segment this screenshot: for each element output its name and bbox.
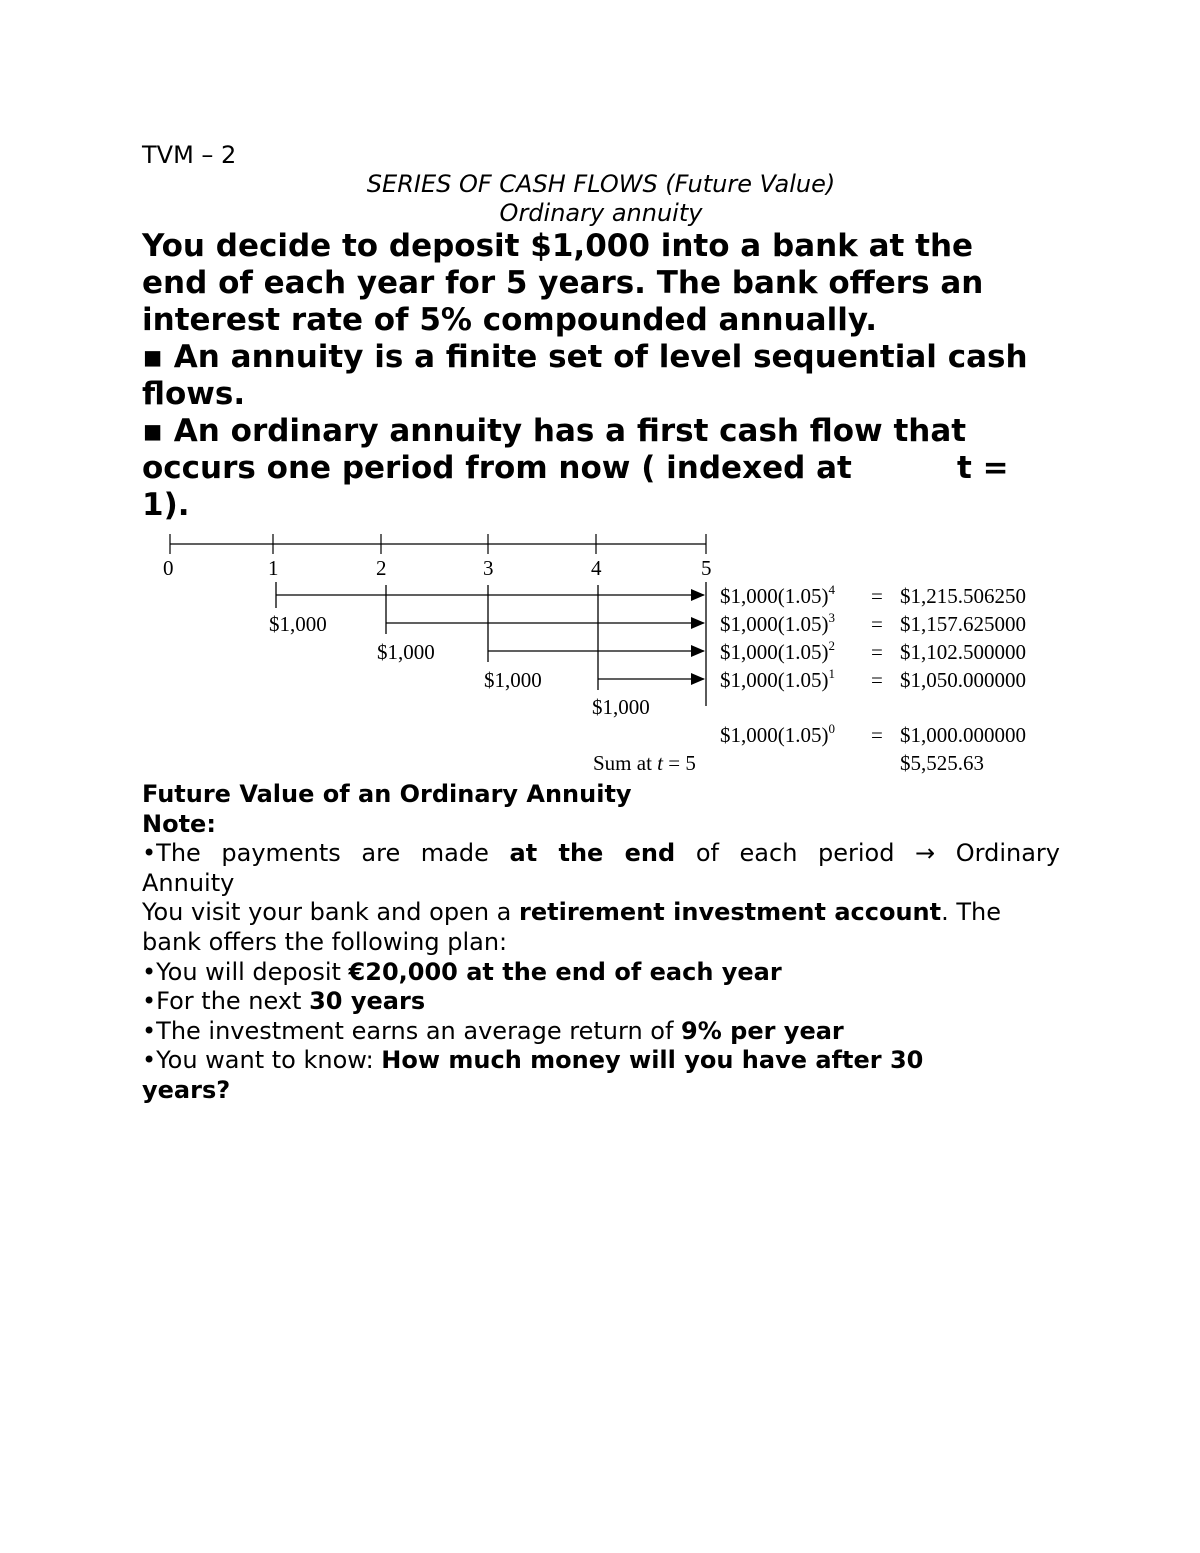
fv-row-5-value: $1,000.000000 <box>900 723 1026 747</box>
page-subtitle: Ordinary annuity <box>499 199 703 227</box>
years-bullet <box>142 987 1060 1017</box>
page-title: SERIES OF CASH FLOWS (Future Value) <box>366 170 836 198</box>
page-header: TVM – 2 <box>142 141 237 169</box>
tick-label-2: 2 <box>376 556 387 580</box>
lower-section <box>142 780 1060 1106</box>
fv-row-1-eq: = <box>871 584 883 608</box>
deposit-label-2: $1,000 <box>377 640 435 664</box>
fv-row-3-value: $1,102.500000 <box>900 640 1026 664</box>
visit-text-pre: You visit your bank and open a <box>142 898 519 927</box>
fv-row-4-eq: = <box>871 668 883 692</box>
sum-label: Sum at t = 5 <box>593 751 696 775</box>
deposit-label-3: $1,000 <box>484 668 542 692</box>
tick-label-0: 0 <box>163 556 174 580</box>
payments-text-pre: •The payments are made <box>142 839 489 868</box>
bullet-ordinary-line-3: 1). <box>142 487 190 523</box>
years-text-pre: •For the next <box>142 987 310 1016</box>
tick-label-1: 1 <box>268 556 279 580</box>
visit-line-2: bank offers the following plan: <box>142 927 508 956</box>
return-text-bold: 9% per year <box>681 1016 844 1045</box>
fv-row-2-value: $1,157.625000 <box>900 612 1026 636</box>
fv-row-1-expr: $\$1,000(1.05)^4$ <box>720 582 835 608</box>
tick-label-3: 3 <box>483 556 494 580</box>
document-page <box>142 140 1060 524</box>
bullet-ordinary-line-1: ▪ An ordinary annuity has a first cash flow that <box>142 413 967 449</box>
visit-line-1 <box>142 898 1060 928</box>
fv-row-5-eq: = <box>871 723 883 747</box>
deposit-label-1: $1,000 <box>269 612 327 636</box>
fv-row-2-eq: = <box>871 612 883 636</box>
years-text-bold: 30 years <box>309 987 426 1016</box>
intro-line-2: end of each year for 5 years. The bank offers an <box>142 265 984 301</box>
bullet-annuity-line-2: flows. <box>142 376 246 412</box>
intro-line-1: You decide to deposit $1,000 into a bank at the <box>142 228 974 264</box>
question-bullet <box>142 1046 1060 1076</box>
bullet-ordinary-line-2 <box>142 450 1060 487</box>
note-label: Note: <box>142 809 216 838</box>
payments-line-1 <box>142 839 1060 869</box>
cash-flow-timeline-diagram <box>158 530 1048 778</box>
sum-value: $5,525.63 <box>900 751 984 775</box>
fv-row-3-eq: = <box>871 640 883 664</box>
fv-row-4-expr: $\$1,000(1.05)^1$ <box>720 666 835 692</box>
fv-row-5-expr: $\$1,000(1.05)^0$ <box>720 721 835 747</box>
question-text-pre: •You want to know: <box>142 1046 382 1075</box>
section-heading: Future Value of an Ordinary Annuity <box>142 780 632 808</box>
question-text-bold: How much money will you have after 30 <box>381 1046 924 1075</box>
fv-row-4-value: $1,050.000000 <box>900 668 1026 692</box>
payments-line-2: Annuity <box>142 868 235 897</box>
intro-line-3: interest rate of 5% compounded annually. <box>142 302 877 338</box>
bullet-annuity-line-1: ▪ An annuity is a finite set of level sequential cash <box>142 339 1028 375</box>
deposit-text-pre: •You will deposit <box>142 957 349 986</box>
return-bullet <box>142 1017 1060 1047</box>
bullet-ordinary-t-equals: t = <box>957 450 1009 486</box>
fv-row-3-expr: $\$1,000(1.05)^2$ <box>720 638 835 664</box>
question-line-2: years? <box>142 1075 231 1104</box>
tick-label-5: 5 <box>701 556 712 580</box>
tick-label-4: 4 <box>591 556 602 580</box>
return-text-pre: •The investment earns an average return of <box>142 1016 682 1045</box>
deposit-label-4: $1,000 <box>592 695 650 719</box>
payments-text-post: of each period → Ordinary <box>695 839 1060 868</box>
deposit-bullet <box>142 958 1060 988</box>
fv-row-2-expr: $\$1,000(1.05)^3$ <box>720 610 835 636</box>
visit-text-bold: retirement investment account <box>519 898 942 927</box>
deposit-text-bold: €20,000 at the end of each year <box>348 957 782 986</box>
payments-text-bold: at the end <box>509 839 676 868</box>
visit-text-post: . The <box>941 898 1002 927</box>
bullet-ordinary-text: occurs one period from now ( indexed at <box>142 450 852 486</box>
fv-row-1-value: $1,215.506250 <box>900 584 1026 608</box>
